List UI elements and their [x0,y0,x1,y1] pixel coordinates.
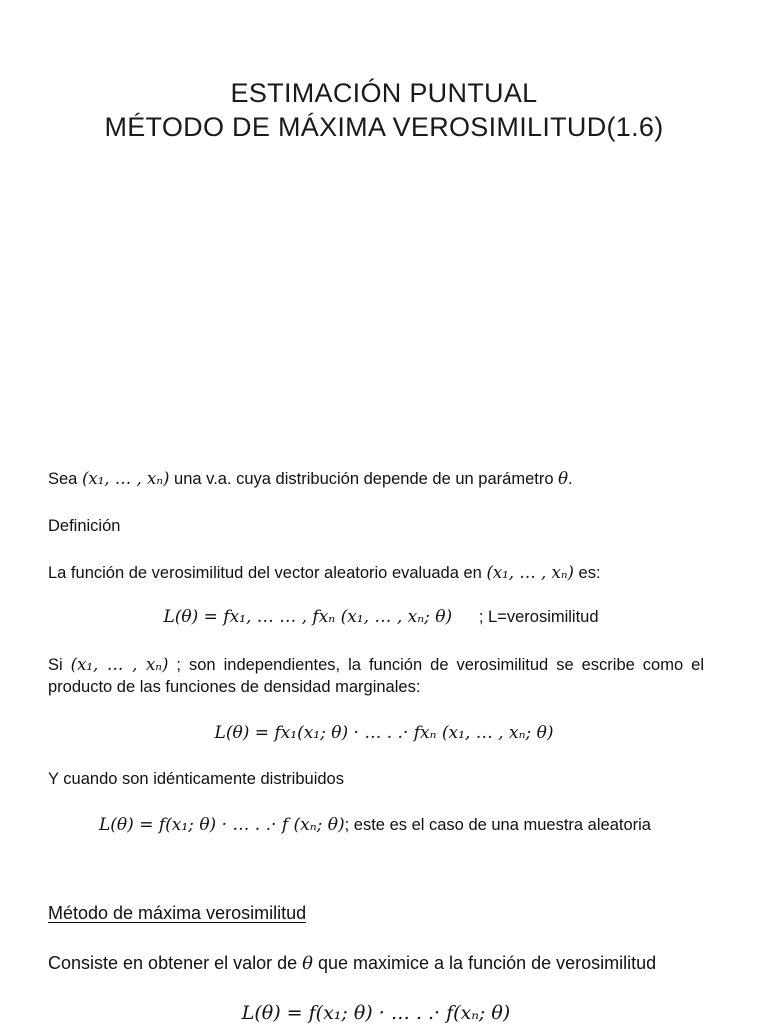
independence-prefix: Si [48,656,71,674]
formula-3-text: ; este es el caso de una muestra aleatoria [344,816,651,834]
intro-paragraph [48,468,704,490]
formula-likelihood-iid [0,813,759,837]
identical-label: Y cuando son idénticamente distribuidos [48,770,344,788]
formula-likelihood-final [0,1001,760,1026]
title-line-1: ESTIMACIÓN PUNTUAL [230,78,538,108]
definition-label: Definición [48,517,121,535]
section-text-prefix: Consiste en obtener el valor de [48,953,303,973]
intro-theta: θ [558,469,569,488]
likelihood-intro-end: es: [573,564,601,582]
page-title [0,76,768,144]
title-line-2: MÉTODO DE MÁXIMA VEROSIMILITUD(1.6) [104,112,664,142]
formula-likelihood-general [0,605,765,629]
section-text-suffix: que maximice a la función de verosimilitud [313,953,657,973]
independence-paragraph [48,654,704,698]
likelihood-intro-vector: (x₁, … , xₙ) [486,563,574,582]
independence-vector: (x₁, … , xₙ) [70,655,169,674]
intro-prefix: Sea [48,470,82,488]
likelihood-intro-text: La función de verosimilitud del vector aleatorio evaluada en [48,564,487,582]
formula-2-math: L(θ) = fx₁(x₁; θ) · … . .· fxₙ (x₁, … , xₙ; θ) [214,723,554,743]
formula-1-note: ; L=verosimilitud [478,608,599,626]
section-paragraph [48,952,748,975]
section-theta: θ [302,953,313,974]
independence-text: ; son independientes, la función de verosimilitud se escribe como el producto de las funciones de densidad marginales: [48,656,704,696]
intro-end: . [568,470,573,488]
intro-vector: (x₁, … , xₙ) [81,469,170,488]
formula-3-math: L(θ) = f(x₁; θ) · … . .· f (xₙ; θ) [99,815,345,835]
formula-likelihood-independent [0,721,768,745]
formula-4-math: L(θ) = f(x₁; θ) · … . .· f(xₙ; θ) [241,1002,511,1024]
formula-1-math: L(θ) = fx₁, … … , fxₙ (x₁, … , xₙ; θ) [163,607,453,627]
likelihood-intro [48,562,704,584]
section-heading: Método de máxima verosimilitud [48,903,307,923]
intro-suffix: una v.a. cuya distribución depende de un parámetro [169,470,559,488]
